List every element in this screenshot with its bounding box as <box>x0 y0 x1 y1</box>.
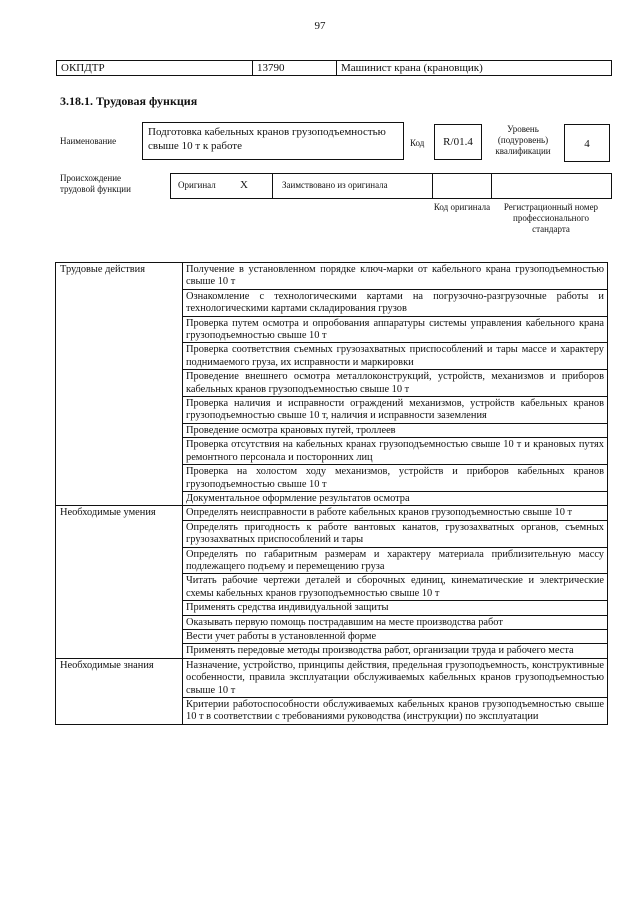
code-original-caption: Код оригинала <box>433 202 491 212</box>
original-mark: Х <box>240 179 248 191</box>
list-item: Определять неисправности в работе кабельных кранов грузоподъемностью свыше 10 т <box>183 506 608 520</box>
list-item: Определять по габаритным размерам и характеру материала приблизительную массу подлежащего подъему и перемещению груза <box>183 547 608 574</box>
list-item: Ознакомление с технологическими картами на погрузочно-разгрузочные работы и технологическими картами складирования грузов <box>183 289 608 316</box>
list-item: Проверка наличия и исправности ограждений механизмов, устройств кабельных кранов грузоподъемностью свыше 10 т, наличия и исправности заземления <box>183 397 608 424</box>
list-item: Вести учет работы в установленной форме <box>183 629 608 643</box>
list-item: Читать рабочие чертежи деталей и сборочных единиц, кинематические и электрические схемы кабельных кранов грузоподъемностью свыше 10 т <box>183 574 608 601</box>
code-label: Код <box>410 138 425 148</box>
okpdtr-table <box>56 60 612 76</box>
original-label: Оригинал <box>178 180 216 190</box>
okpdtr-code: 13790 <box>253 61 337 76</box>
name-label: Наименование <box>60 136 117 146</box>
list-item: Назначение, устройство, принципы действия, предельная грузоподъемность, конструктивные особенности, правила эксплуатации обслуживаемых кабельных кранов грузоподъемностью свыше 10 т <box>183 658 608 697</box>
list-item: Проверка путем осмотра и опробования аппаратуры системы управления кабельного крана грузоподъемностью свыше 10 т <box>183 316 608 343</box>
reg-number-caption: Регистрационный номер профессионального стандарта <box>503 202 599 234</box>
section-title: Необходимые умения <box>56 506 183 658</box>
list-item: Проведение осмотра крановых путей, троллеев <box>183 423 608 437</box>
list-item: Применять передовые методы производства работ, организации труда и рабочего места <box>183 644 608 658</box>
origin-label: Происхождение трудовой функции <box>60 173 131 194</box>
borrowed-label: Заимствовано из оригинала <box>282 180 388 190</box>
function-details-table <box>55 262 608 725</box>
table-row <box>56 263 608 290</box>
level-value: 4 <box>564 124 610 162</box>
table-row <box>56 506 608 520</box>
list-item: Оказывать первую помощь пострадавшим на месте производства работ <box>183 615 608 629</box>
table-row <box>56 658 608 697</box>
section-heading: 3.18.1. Трудовая функция <box>60 94 198 108</box>
page-number: 97 <box>314 20 326 32</box>
list-item: Применять средства индивидуальной защиты <box>183 601 608 615</box>
function-name: Подготовка кабельных кранов грузоподъемностью свыше 10 т к работе <box>142 122 404 160</box>
list-item: Проверка соответствия съемных грузозахватных приспособлений и тары массе и характеру поднимаемого груза, их исправности и маркировки <box>183 343 608 370</box>
list-item: Проверка отсутствия на кабельных кранах грузоподъемностью свыше 10 т и крановых путях ремонтного персонала и посторонних лиц <box>183 438 608 465</box>
list-item: Документальное оформление результатов осмотра <box>183 491 608 505</box>
section-title: Трудовые действия <box>56 263 183 506</box>
level-label: Уровень (подуровень) квалификации <box>495 124 551 156</box>
list-item: Критерии работоспособности обслуживаемых кабельных кранов грузоподъемностью свыше 10 т в соответствии с требованиями руководства (инструкции) по эксплуатации <box>183 698 608 725</box>
function-code: R/01.4 <box>434 124 482 160</box>
section-title: Необходимые знания <box>56 658 183 724</box>
list-item: Проверка на холостом ходу механизмов, устройств и приборов кабельных кранов грузоподъемностью свыше 10 т <box>183 465 608 492</box>
okpdtr-label: ОКПДТР <box>57 61 253 76</box>
list-item: Проведение внешнего осмотра металлоконструкций, устройств, механизмов и приборов кабельных кранов грузоподъемностью свыше 10 т <box>183 370 608 397</box>
origin-table <box>170 173 612 199</box>
okpdtr-title: Машинист крана (крановщик) <box>337 61 612 76</box>
list-item: Получение в установленном порядке ключ-марки от кабельного крана грузоподъемностью свыше 10 т <box>183 263 608 290</box>
list-item: Определять пригодность к работе вантовых канатов, грузозахватных органов, съемных грузозахватных приспособлений и тары <box>183 520 608 547</box>
